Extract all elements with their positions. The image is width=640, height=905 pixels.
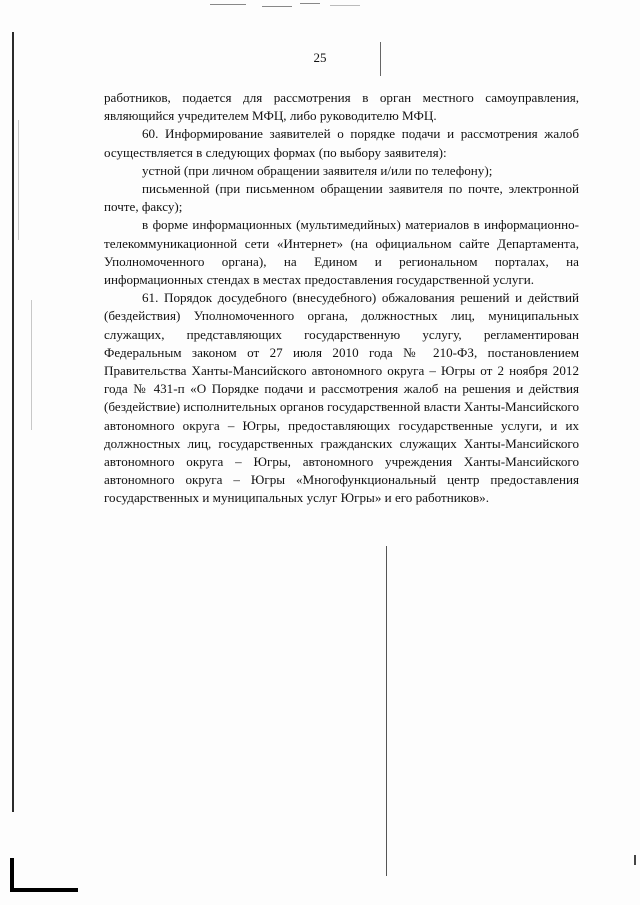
scan-corner-horizontal [10, 888, 78, 892]
paragraph: работников, подается для рассмотрения в орган местного самоуправления, являющийся учредителем МФЦ, либо руководителю МФЦ. [104, 90, 579, 124]
document-body [104, 89, 579, 508]
scan-faint-line [31, 300, 32, 430]
page-number: 25 [313, 50, 327, 65]
scan-speck [210, 4, 246, 5]
paragraph: 60. Информирование заявителей о порядке подачи и рассмотрения жалоб осуществляется в следующих формах (по выбору заявителя): [104, 126, 579, 160]
scan-corner-vertical [10, 858, 14, 892]
paragraph: 61. Порядок досудебного (внесудебного) обжалования решений и действий (бездействия) Уполномоченного органа, должностных лиц, муниципальных служащих, представляющих государственную услугу, регламентирован Федеральным законом от 27 июля 2010 года № 210-ФЗ, постановлением Правительства Ханты-Мансийского автономного округа – Югры от 2 ноября 2012 года № 431-п «О Порядке подачи и рассмотрения жалоб на решения и действия (бездействие) исполнительных органов государственной власти Ханты-Мансийского автономного округа – Югры, предоставляющих государственные услуги, и их должностных лиц, государственных гражданских служащих Ханты-Мансийского автономного округа – Югры, автономного учреждения Ханты-Мансийского автономного округа – Югры «Многофункциональный центр предоставления государственных и муниципальных услуг Югры» и его работников». [104, 290, 579, 506]
paragraph: устной (при личном обращении заявителя и/или по телефону); [142, 162, 493, 178]
scan-speck [330, 5, 360, 6]
scan-faint-line [18, 120, 19, 240]
scan-speck [300, 3, 320, 4]
scan-speck [262, 6, 292, 7]
scan-edge-mark [634, 855, 636, 865]
paragraph: письменной (при письменном обращении заявителя по почте, электронной почте, факсу); [104, 181, 579, 215]
paragraph: в форме информационных (мультимедийных) материалов в информационно-телекоммуникационной сети «Интернет» (на официальном сайте Департамента, Уполномоченного органа), на Едином и региональном порталах, на информационных стендах в местах предоставления государственной услуги. [104, 217, 579, 288]
scan-left-border [12, 32, 14, 812]
scan-center-line [386, 546, 387, 876]
